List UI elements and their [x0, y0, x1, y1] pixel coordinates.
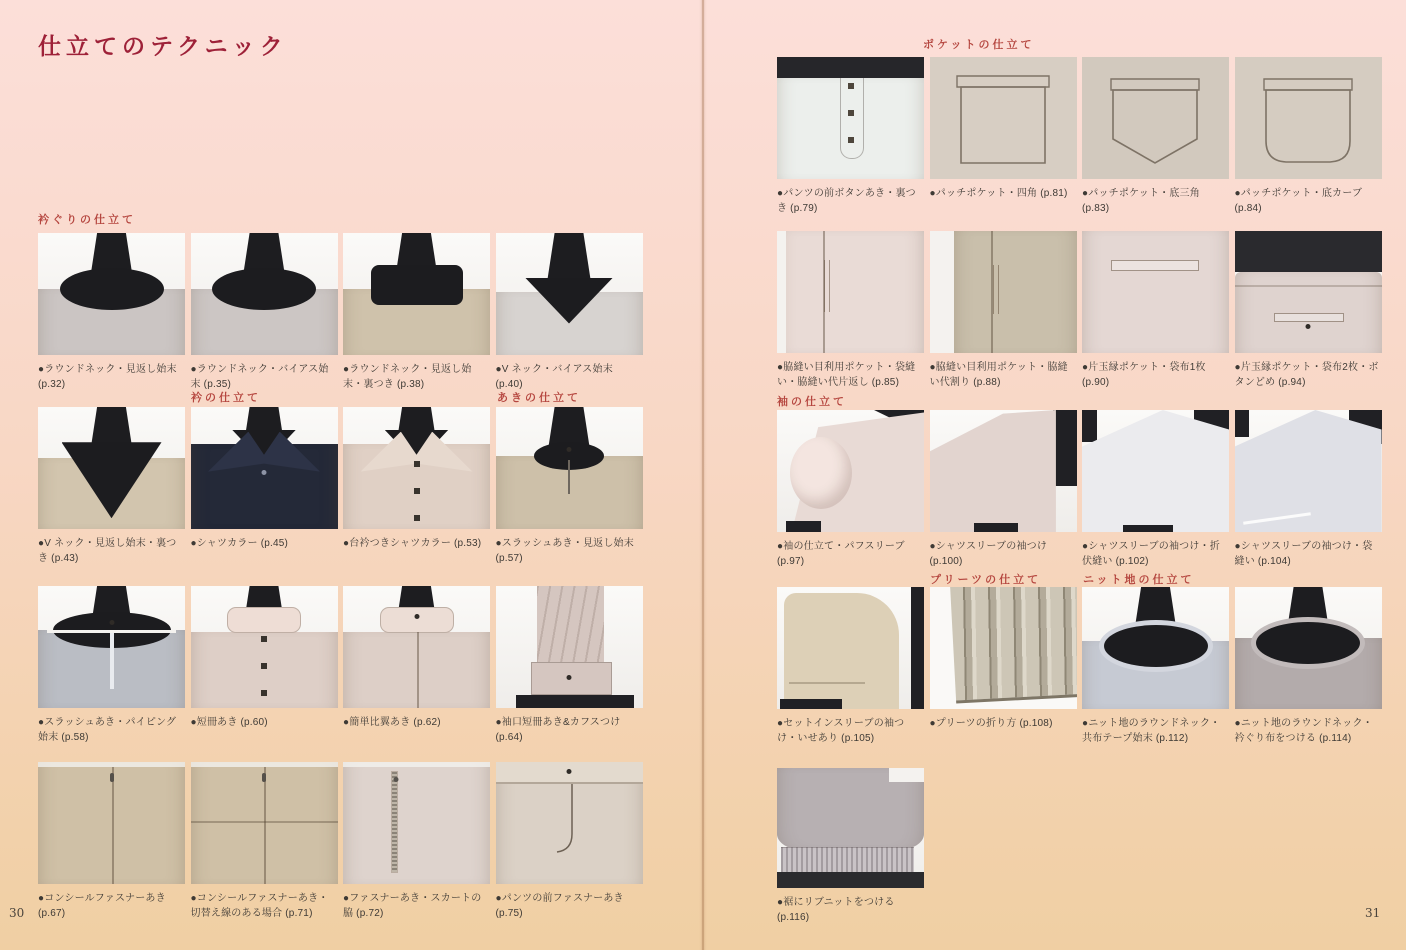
page-right	[703, 0, 1406, 950]
technique-item	[930, 57, 1077, 216]
photo-slash-opening	[496, 407, 643, 529]
photo-slash-piping	[38, 586, 185, 708]
technique-caption: ●パンツの前ファスナーあき (p.75)	[495, 893, 624, 919]
technique-caption: ●スラッシュあき・パイピング始末 (p.58)	[38, 717, 177, 743]
photo-skirt-side-zipper	[343, 762, 490, 884]
stand-collar	[227, 607, 301, 633]
technique-item	[191, 407, 338, 566]
technique-caption: ●パッチポケット・底三角 (p.83)	[1082, 188, 1200, 214]
technique-caption: ●セットインスリーブの袖つけ・いせあり (p.105)	[777, 718, 905, 744]
technique-caption: ●片玉縁ポケット・袋布2枚・ボタンどめ (p.94)	[1234, 362, 1379, 388]
technique-caption: ●パッチポケット・底カーブ (p.84)	[1234, 188, 1363, 214]
technique-caption: ●ラウンドネック・バイアス始末 (p.35)	[190, 364, 329, 390]
technique-item	[1082, 410, 1229, 569]
button-placket	[414, 461, 420, 529]
fly-buttons	[848, 83, 854, 154]
page-number-left: 30	[9, 906, 25, 920]
photo-concealed-zipper-seamed	[191, 762, 338, 884]
photo-shirt-collar-navy	[191, 407, 338, 529]
photo-patch-pocket-curve	[1235, 57, 1382, 179]
technique-item	[777, 587, 924, 746]
page-number-right: 31	[1365, 906, 1381, 920]
photo-seam-pocket-french	[777, 231, 924, 353]
section-heading-knit: ニット地の仕立て	[1083, 574, 1195, 586]
zipper	[392, 772, 397, 872]
technique-caption: ●コンシールファスナーあき・切替え線のある場合 (p.71)	[190, 893, 329, 919]
technique-caption: ●ラウンドネック・見返し始末・裏つき (p.38)	[343, 364, 472, 390]
technique-item	[38, 762, 185, 921]
technique-item	[343, 762, 490, 921]
technique-caption: ●V ネック・バイアス始末 (p.40)	[495, 364, 613, 390]
photo-fly-placket	[343, 586, 490, 708]
puff-sleeve	[790, 437, 852, 509]
technique-item	[191, 762, 338, 921]
technique-item	[777, 231, 924, 390]
technique-caption: ●ファスナーあき・スカートの脇 (p.72)	[343, 893, 482, 919]
section-heading-opening: あきの仕立て	[497, 392, 581, 404]
technique-item	[496, 586, 643, 745]
technique-caption: ●短冊あき (p.60)	[190, 717, 268, 728]
technique-item	[191, 233, 338, 392]
technique-caption: ●脇縫い目利用ポケット・袋縫い・脇縫い代片返し (p.85)	[777, 362, 916, 388]
technique-item	[1235, 587, 1382, 746]
technique-item	[1235, 231, 1382, 390]
photo-v-neck-deep	[38, 407, 185, 529]
technique-caption: ●袖の仕立て・パフスリーブ (p.97)	[777, 541, 905, 567]
technique-item	[38, 586, 185, 745]
left-row-1	[38, 233, 643, 392]
photo-welt-pocket-one	[1082, 231, 1229, 353]
technique-item	[1235, 410, 1382, 569]
right-row-2	[777, 231, 1382, 390]
technique-item	[496, 407, 643, 566]
photo-round-neck-bias	[191, 233, 338, 355]
technique-item	[777, 57, 924, 216]
technique-caption: ●袖口短冊あき&カフスつけ (p.64)	[495, 717, 621, 743]
technique-item	[777, 410, 924, 569]
technique-item	[343, 586, 490, 745]
photo-welt-pocket-button	[1235, 231, 1382, 353]
technique-caption: ●ラウンドネック・見返し始末 (p.32)	[38, 364, 177, 390]
fly-stitch	[496, 762, 643, 884]
technique-caption: ●ニット地のラウンドネック・共布テープ始末 (p.112)	[1082, 718, 1221, 744]
button-placket	[261, 636, 267, 708]
technique-item	[930, 587, 1077, 746]
photo-shirt-sleeve	[930, 410, 1077, 532]
photo-shirt-sleeve-french	[1235, 410, 1382, 532]
section-heading-neckline: 衿ぐりの仕立て	[38, 214, 136, 226]
technique-caption: ●パンツの前ボタンあき・裏つき (p.79)	[777, 188, 916, 214]
pocket-outline	[1235, 57, 1382, 179]
photo-pants-button-fly	[777, 57, 924, 179]
welt-slit	[1274, 313, 1344, 322]
pocket-outline	[930, 57, 1077, 179]
technique-caption: ●ニット地のラウンドネック・衿ぐり布をつける (p.114)	[1234, 718, 1373, 744]
photo-pants-front-zipper	[496, 762, 643, 884]
technique-item	[777, 768, 924, 925]
technique-caption: ●脇縫い目利用ポケット・脇縫い代割り (p.88)	[929, 362, 1068, 388]
photo-shirt-collar-stand	[343, 407, 490, 529]
cuff-band	[531, 662, 612, 696]
photo-patch-pocket-square	[930, 57, 1077, 179]
left-row-3	[38, 586, 643, 745]
technique-caption: ●プリーツの折り方 (p.108)	[929, 718, 1053, 729]
technique-item	[930, 231, 1077, 390]
photo-puff-sleeve	[777, 410, 924, 532]
technique-item	[191, 586, 338, 745]
technique-item	[496, 233, 643, 392]
left-row-2	[38, 407, 643, 566]
technique-item	[38, 407, 185, 566]
section-heading-sleeve: 袖の仕立て	[777, 396, 847, 408]
right-row-3	[777, 410, 1382, 569]
technique-item	[1082, 57, 1229, 216]
technique-caption: ●シャツカラー (p.45)	[190, 538, 289, 549]
welt-slit	[1111, 260, 1198, 271]
photo-knit-neck-band	[1235, 587, 1382, 709]
pocket-outline	[1082, 57, 1229, 179]
right-row-5	[777, 768, 924, 925]
photo-round-neck-lined	[343, 233, 490, 355]
photo-concealed-zipper	[38, 762, 185, 884]
photo-patch-pocket-point	[1082, 57, 1229, 179]
rib-band	[781, 847, 913, 872]
right-row-4	[777, 587, 1382, 746]
photo-round-neck-facing	[38, 233, 185, 355]
right-row-1	[777, 57, 1382, 216]
section-heading-pleats: プリーツの仕立て	[930, 574, 1042, 586]
technique-caption: ●シャツスリーブの袖つけ (p.100)	[929, 541, 1048, 567]
technique-item	[1082, 587, 1229, 746]
technique-caption: ●コンシールファスナーあき (p.67)	[38, 893, 166, 919]
technique-caption: ●パッチポケット・四角 (p.81)	[929, 188, 1068, 199]
section-heading-pocket: ポケットの仕立て	[923, 39, 1035, 51]
page-fold-line	[699, 0, 707, 950]
technique-caption: ●シャツスリーブの袖つけ・袋縫い (p.104)	[1234, 541, 1373, 567]
garment-body	[784, 593, 899, 709]
technique-caption: ●シャツスリーブの袖つけ・折伏縫い (p.102)	[1082, 541, 1220, 567]
technique-item	[1235, 57, 1382, 216]
technique-caption: ●台衿つきシャツカラー (p.53)	[343, 538, 482, 549]
photo-knit-neck-tape	[1082, 587, 1229, 709]
technique-item	[496, 762, 643, 921]
technique-caption: ●V ネック・見返し始末・裏つき (p.43)	[38, 538, 177, 564]
stand-collar	[380, 607, 454, 633]
photo-pleats	[930, 587, 1077, 709]
technique-item	[343, 407, 490, 566]
technique-caption: ●スラッシュあき・見返し始末 (p.57)	[495, 538, 634, 564]
photo-tab-placket	[191, 586, 338, 708]
left-row-4	[38, 762, 643, 921]
pleated-skirt	[950, 587, 1077, 703]
photo-shirt-sleeve-felled	[1082, 410, 1229, 532]
technique-item	[38, 233, 185, 392]
page-title: 仕立てのテクニック	[38, 33, 288, 60]
technique-item	[1082, 231, 1229, 390]
technique-caption: ●簡単比翼あき (p.62)	[343, 717, 441, 728]
photo-seam-pocket-pressed	[930, 231, 1077, 353]
technique-item	[930, 410, 1077, 569]
photo-v-neck-bias	[496, 233, 643, 355]
technique-item	[343, 233, 490, 392]
photo-rib-knit-hem	[777, 768, 924, 888]
photo-cuff	[496, 586, 643, 708]
section-heading-collar: 衿の仕立て	[191, 392, 261, 404]
technique-caption: ●裾にリブニットをつける (p.116)	[777, 897, 895, 923]
photo-set-in-sleeve	[777, 587, 924, 709]
technique-caption: ●片玉縁ポケット・袋布1枚 (p.90)	[1082, 362, 1206, 388]
